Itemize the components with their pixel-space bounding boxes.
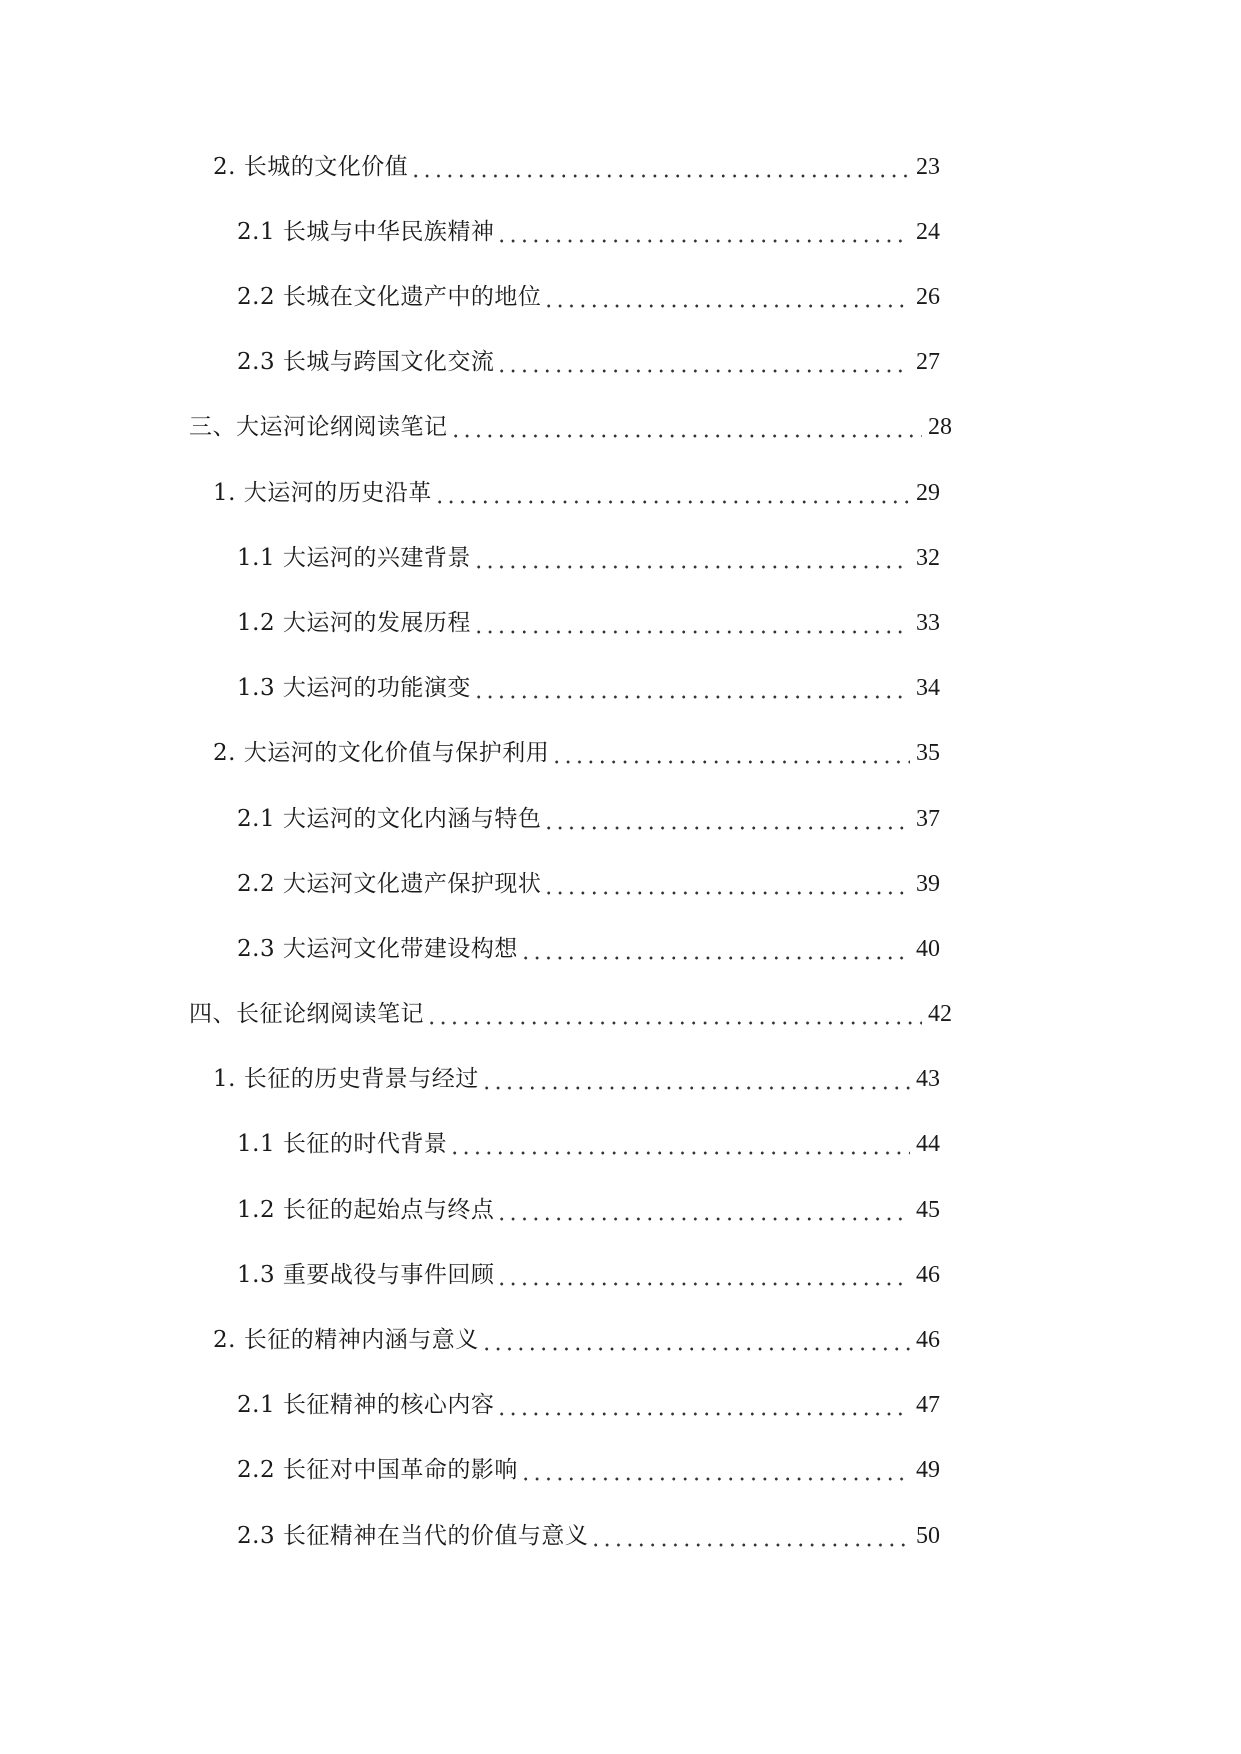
dot-leader — [473, 668, 910, 708]
dot-leader — [496, 342, 910, 382]
toc-entry[interactable] — [237, 1255, 940, 1295]
toc-entry[interactable] — [213, 1059, 940, 1099]
toc-entry[interactable] — [237, 929, 940, 969]
dot-leader — [496, 1190, 910, 1230]
toc-page-number: 44 — [916, 1131, 940, 1157]
dot-leader — [496, 1255, 910, 1295]
toc-page-number: 42 — [928, 1001, 952, 1027]
toc-entry-title: 2. 大运河的文化价值与保护利用 — [213, 740, 550, 766]
toc-page-number: 39 — [916, 871, 940, 897]
toc-entry[interactable] — [237, 1450, 940, 1490]
toc-entry[interactable] — [237, 212, 940, 252]
toc-page-number: 29 — [916, 480, 940, 506]
dot-leader — [496, 1385, 910, 1425]
toc-entry-title: 2.2 长城在文化遗产中的地位 — [237, 284, 542, 310]
toc-page-number: 26 — [916, 284, 940, 310]
toc-entry[interactable] — [213, 733, 940, 773]
dot-leader — [410, 147, 910, 187]
dot-leader — [450, 407, 923, 447]
toc-page-number: 50 — [916, 1523, 940, 1549]
toc-entry[interactable] — [237, 538, 940, 578]
toc-page-number: 37 — [916, 806, 940, 832]
toc-entry[interactable] — [237, 342, 940, 382]
toc-entry[interactable] — [189, 407, 952, 447]
dot-leader — [481, 1059, 910, 1099]
dot-leader — [449, 1124, 910, 1164]
toc-entry-title: 三、大运河论纲阅读笔记 — [189, 414, 448, 440]
toc-entry[interactable] — [237, 668, 940, 708]
toc-entry-title: 2.1 大运河的文化内涵与特色 — [237, 806, 542, 832]
toc-entry[interactable] — [237, 1124, 940, 1164]
toc-entry-title: 四、长征论纲阅读笔记 — [189, 1001, 424, 1027]
toc-entry[interactable] — [237, 799, 940, 839]
toc-entry[interactable] — [237, 1385, 940, 1425]
dot-leader — [520, 1450, 910, 1490]
toc-entry-title: 2.2 大运河文化遗产保护现状 — [237, 871, 542, 897]
toc-entry[interactable] — [237, 1190, 940, 1230]
toc-page-number: 40 — [916, 936, 940, 962]
dot-leader — [543, 864, 910, 904]
toc-page-number: 35 — [916, 740, 940, 766]
dot-leader — [426, 994, 922, 1034]
toc-entry-title: 2.3 长征精神在当代的价值与意义 — [237, 1523, 589, 1549]
toc-entry-title: 1.2 长征的起始点与终点 — [237, 1197, 495, 1223]
toc-entry-title: 1. 大运河的历史沿革 — [213, 480, 432, 506]
dot-leader — [543, 277, 910, 317]
toc-entry[interactable] — [213, 147, 940, 187]
toc-page-number: 43 — [916, 1066, 940, 1092]
toc-entry-title: 2.2 长征对中国革命的影响 — [237, 1457, 518, 1483]
toc-entry-title: 1.1 长征的时代背景 — [237, 1131, 448, 1157]
toc-entry[interactable] — [237, 603, 940, 643]
toc-entry-title: 1.2 大运河的发展历程 — [237, 610, 471, 636]
toc-entry[interactable] — [237, 277, 940, 317]
dot-leader — [434, 473, 910, 513]
toc-entry[interactable] — [213, 473, 940, 513]
toc-page-number: 33 — [916, 610, 940, 636]
dot-leader — [551, 733, 910, 773]
toc-entry[interactable] — [189, 994, 952, 1034]
toc-entry-title: 2.3 大运河文化带建设构想 — [237, 936, 518, 962]
toc-page-number: 46 — [916, 1327, 940, 1353]
toc-entry-title: 2.1 长征精神的核心内容 — [237, 1392, 495, 1418]
toc-entry-title: 2.3 长城与跨国文化交流 — [237, 349, 495, 375]
toc-page-number: 32 — [916, 545, 940, 571]
toc-page-number: 28 — [928, 414, 952, 440]
toc-page-number: 24 — [916, 219, 940, 245]
toc-entry-title: 1.1 大运河的兴建背景 — [237, 545, 471, 571]
toc-entry[interactable] — [237, 1516, 940, 1556]
toc-entry[interactable] — [237, 864, 940, 904]
toc-entry[interactable] — [213, 1320, 940, 1360]
toc-entry-title: 2.1 长城与中华民族精神 — [237, 219, 495, 245]
dot-leader — [473, 538, 910, 578]
toc-page-number: 23 — [916, 154, 940, 180]
dot-leader — [590, 1516, 910, 1556]
dot-leader — [520, 929, 910, 969]
toc-page-number: 49 — [916, 1457, 940, 1483]
toc-page-number: 34 — [916, 675, 940, 701]
toc-entry-title: 1.3 重要战役与事件回顾 — [237, 1262, 495, 1288]
toc-page-number: 27 — [916, 349, 940, 375]
toc-entry-title: 1.3 大运河的功能演变 — [237, 675, 471, 701]
dot-leader — [496, 212, 910, 252]
toc-entry-title: 1. 长征的历史背景与经过 — [213, 1066, 479, 1092]
toc-entry-title: 2. 长征的精神内涵与意义 — [213, 1327, 479, 1353]
dot-leader — [543, 799, 910, 839]
toc-page-number: 45 — [916, 1197, 940, 1223]
dot-leader — [481, 1320, 910, 1360]
dot-leader — [473, 603, 910, 643]
toc-page-number: 46 — [916, 1262, 940, 1288]
toc-page-number: 47 — [916, 1392, 940, 1418]
toc-entry-title: 2. 长城的文化价值 — [213, 154, 409, 180]
